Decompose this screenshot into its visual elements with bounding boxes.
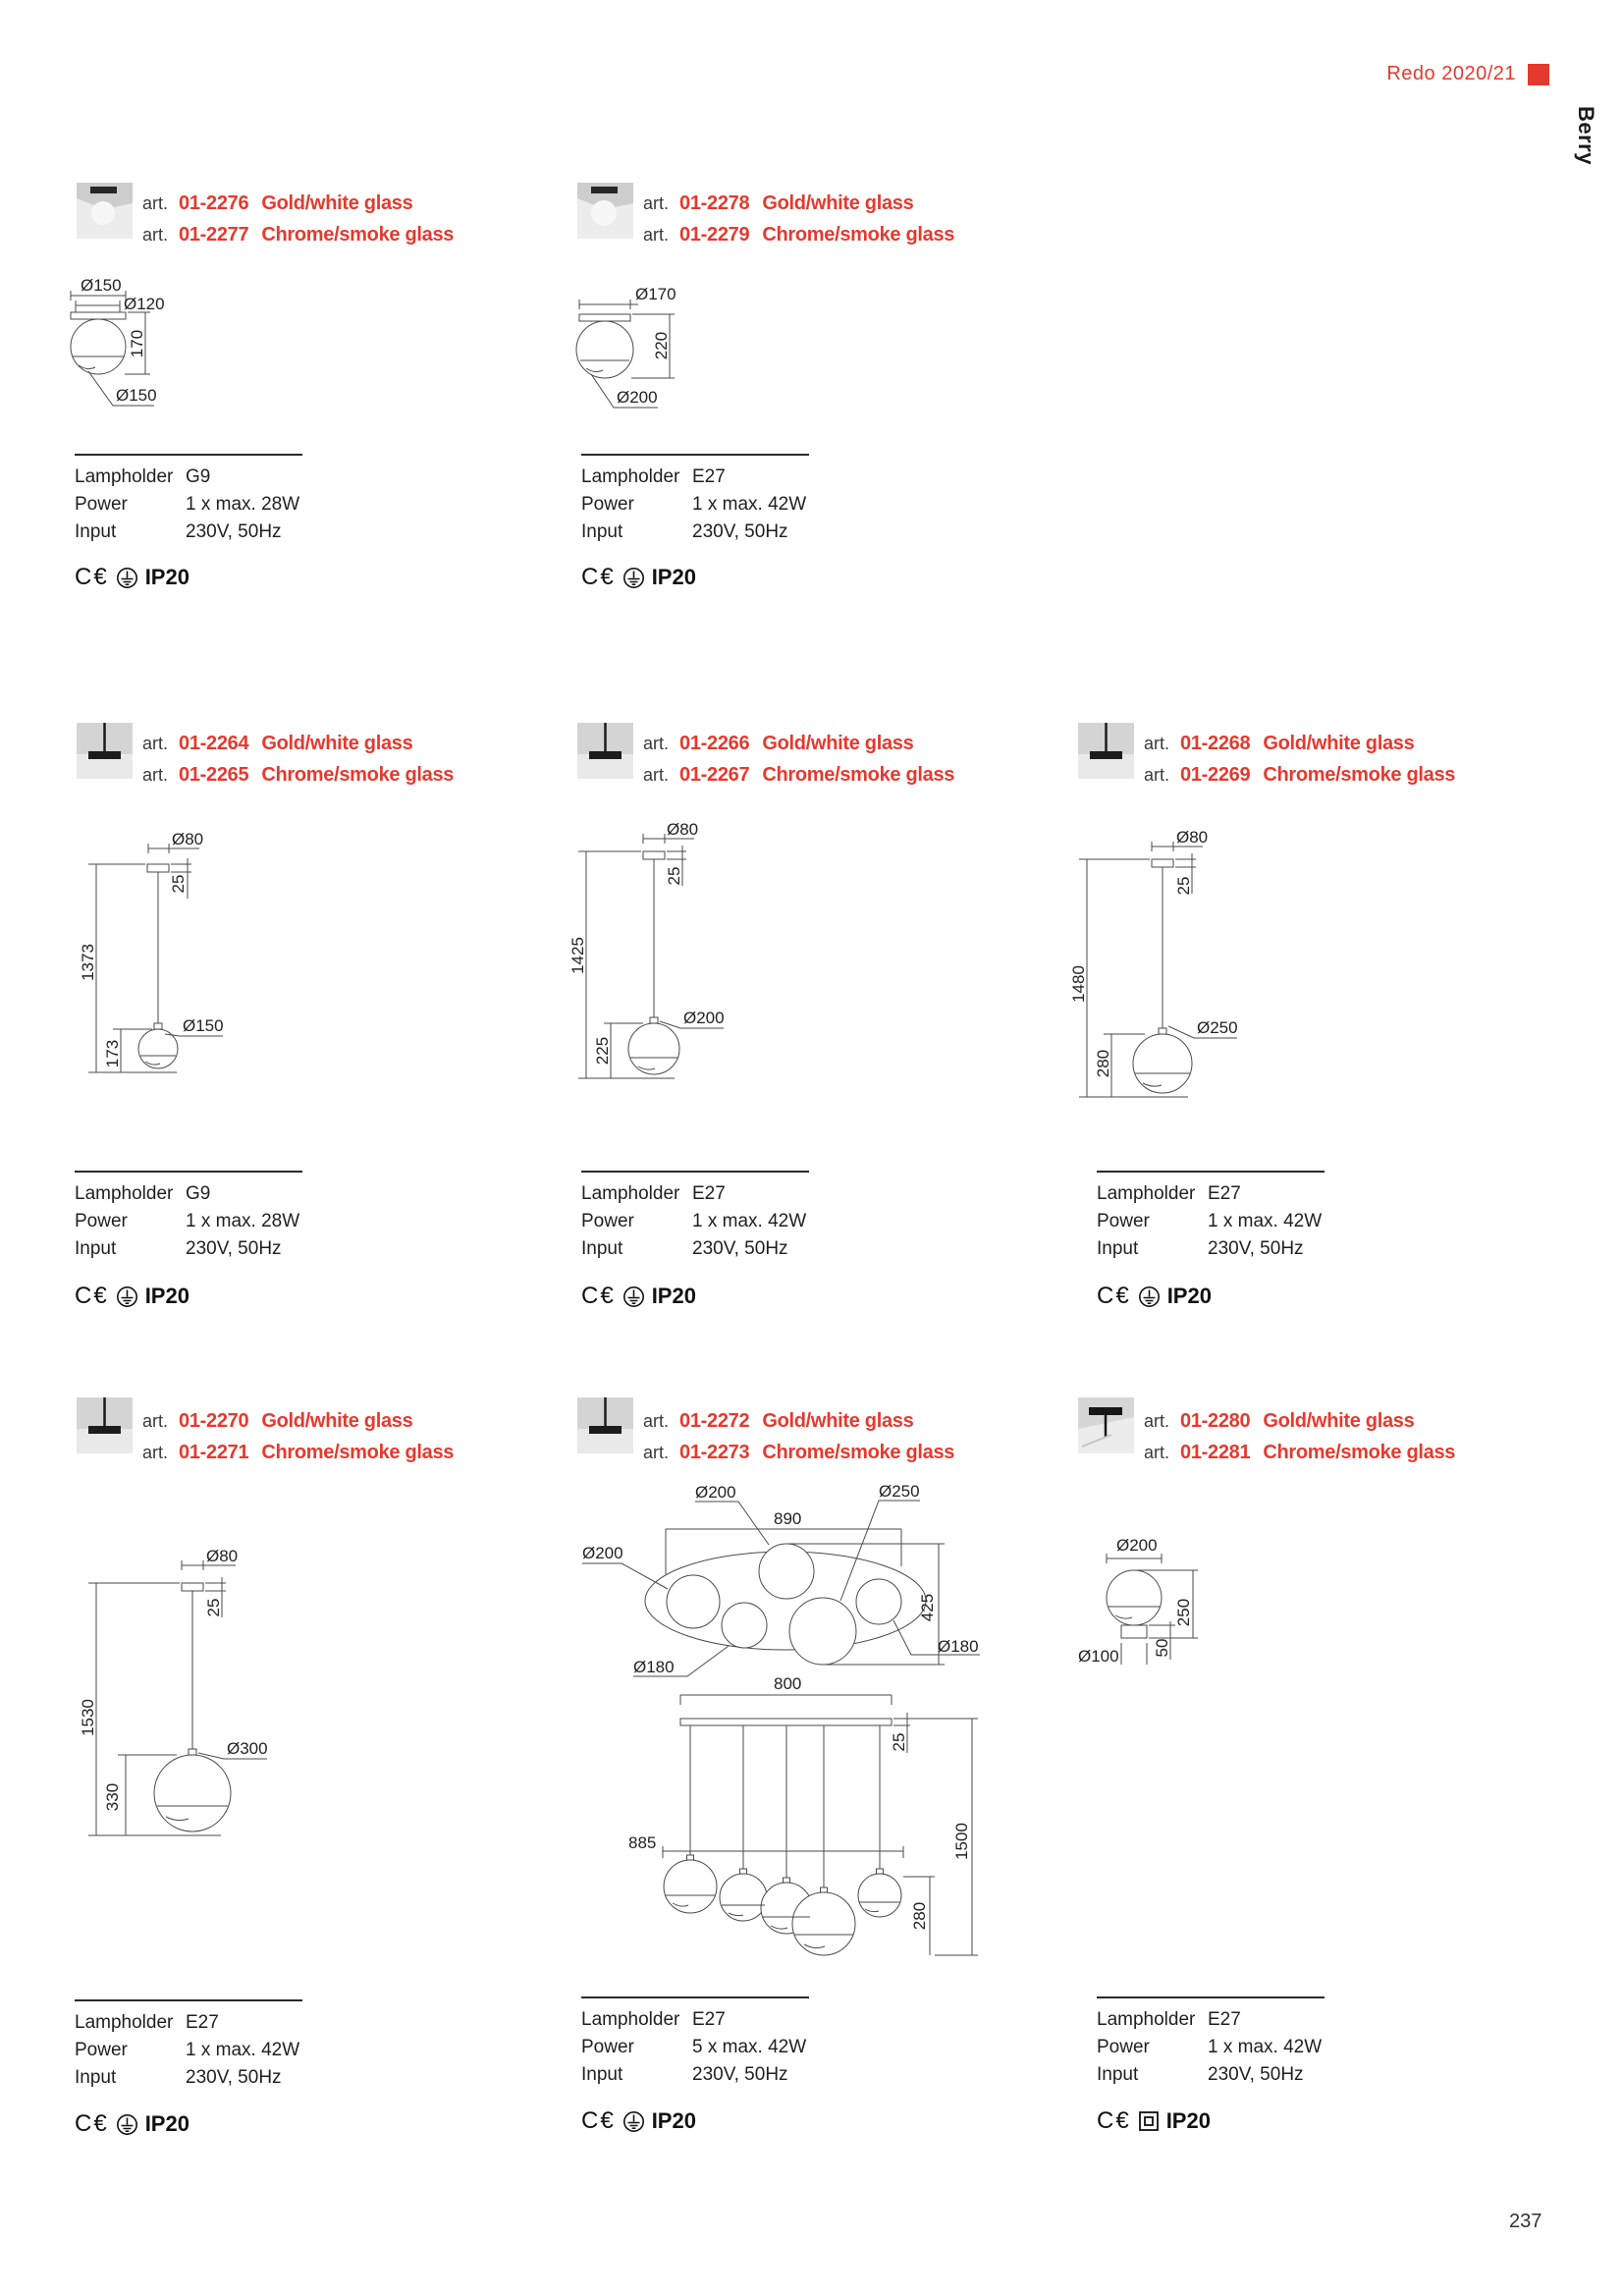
dim-label: 25 xyxy=(665,866,683,886)
article-line xyxy=(1144,729,1455,760)
spec-row: Lampholder G9 xyxy=(75,466,211,487)
spec-table xyxy=(1097,1996,1325,2089)
dim-label: Ø180 xyxy=(938,1637,979,1656)
spec-row: Lampholder E27 xyxy=(581,2009,726,2030)
dim-label: 50 xyxy=(1153,1638,1171,1658)
brand-title: Redo 2020/21 xyxy=(1386,63,1516,84)
spec-table xyxy=(581,1996,809,2089)
spec-row: Input 230V, 50Hz xyxy=(581,1238,788,1259)
page-number: 237 xyxy=(1509,2211,1542,2232)
article-line xyxy=(1144,1406,1455,1438)
article-code: 01-2280 xyxy=(1180,1410,1251,1432)
article-code: 01-2267 xyxy=(679,764,750,786)
article-line xyxy=(142,729,454,760)
ip-rating: IP20 xyxy=(1166,1284,1212,1308)
spec-row: Input 230V, 50Hz xyxy=(581,2064,788,2085)
article-code: 01-2279 xyxy=(679,224,750,246)
dim-label: Ø200 xyxy=(683,1009,725,1027)
article-code: 01-2276 xyxy=(179,192,249,214)
art-label: art. xyxy=(142,225,169,245)
earth-icon xyxy=(116,567,138,589)
product-thumbnail-pendant xyxy=(577,1397,633,1453)
technical-drawing-table-lamp xyxy=(1060,1517,1306,1699)
article-numbers xyxy=(643,729,954,792)
product-thumbnail-ceiling xyxy=(577,183,633,239)
dim-label: Ø120 xyxy=(124,295,165,313)
ce-mark: C€ xyxy=(75,564,109,590)
earth-icon xyxy=(116,1285,138,1308)
art-label: art. xyxy=(1144,1411,1170,1431)
article-line xyxy=(643,729,954,760)
article-numbers xyxy=(142,189,454,251)
spec-row: Power 1 x max. 42W xyxy=(581,494,807,515)
spec-row: Lampholder E27 xyxy=(1097,1183,1241,1204)
spec-table xyxy=(75,1999,302,2092)
certification-row xyxy=(581,1283,696,1310)
spec-row: Input 230V, 50Hz xyxy=(75,1238,282,1259)
spec-row: Input 230V, 50Hz xyxy=(1097,2064,1304,2085)
article-finish: Gold/white glass xyxy=(1263,1410,1415,1432)
ce-mark: C€ xyxy=(581,564,616,590)
ip-rating: IP20 xyxy=(144,2111,189,2136)
ce-mark: C€ xyxy=(75,1283,109,1309)
article-line xyxy=(1144,1438,1455,1469)
spec-row: Lampholder E27 xyxy=(1097,2009,1241,2030)
technical-drawing-pendant-250 xyxy=(1060,815,1267,1120)
page-header xyxy=(1386,63,1549,85)
article-finish: Chrome/smoke glass xyxy=(762,764,955,786)
dim-label: 1373 xyxy=(79,944,97,981)
article-code: 01-2271 xyxy=(179,1442,249,1463)
article-finish: Gold/white glass xyxy=(762,733,914,754)
certification-row xyxy=(75,1283,189,1310)
dim-label: Ø150 xyxy=(183,1016,224,1035)
article-numbers xyxy=(142,729,454,792)
dim-label: 25 xyxy=(1174,876,1193,896)
article-code: 01-2265 xyxy=(179,764,249,786)
article-finish: Chrome/smoke glass xyxy=(261,224,455,246)
article-numbers xyxy=(643,189,954,251)
article-line xyxy=(142,760,454,792)
dim-label: 330 xyxy=(103,1782,122,1812)
dim-label: Ø300 xyxy=(227,1739,268,1758)
spec-table xyxy=(1097,1171,1325,1263)
dim-label: Ø250 xyxy=(879,1482,920,1501)
dim-label: 25 xyxy=(204,1598,223,1617)
article-code: 01-2270 xyxy=(179,1410,249,1432)
article-code: 01-2269 xyxy=(1180,764,1251,786)
dim-label: Ø250 xyxy=(1197,1018,1238,1037)
art-label: art. xyxy=(643,1411,670,1431)
spec-table xyxy=(581,454,809,546)
dim-label: 890 xyxy=(774,1509,802,1528)
spec-row: Power 1 x max. 42W xyxy=(581,1211,807,1231)
art-label: art. xyxy=(1144,1443,1170,1462)
technical-drawing-pendant-150 xyxy=(59,815,255,1090)
dim-label: Ø200 xyxy=(1116,1536,1158,1555)
dim-label: Ø80 xyxy=(172,830,204,848)
ce-mark: C€ xyxy=(75,2110,109,2137)
art-label: art. xyxy=(643,225,670,245)
dim-label: 280 xyxy=(910,1901,929,1931)
article-finish: Gold/white glass xyxy=(762,1410,914,1432)
art-label: art. xyxy=(142,1443,169,1462)
article-numbers xyxy=(1144,729,1455,792)
collection-title: Berry xyxy=(1574,106,1598,165)
article-finish: Chrome/smoke glass xyxy=(762,1442,955,1463)
spec-row: Power 1 x max. 42W xyxy=(1097,1211,1323,1231)
dim-label: 280 xyxy=(1094,1049,1112,1078)
article-finish: Gold/white glass xyxy=(261,1410,413,1432)
spec-row: Lampholder E27 xyxy=(75,2012,219,2033)
article-code: 01-2272 xyxy=(679,1410,750,1432)
article-line xyxy=(643,220,954,251)
earth-icon xyxy=(622,1285,645,1308)
article-code: 01-2278 xyxy=(679,192,750,214)
ip-rating: IP20 xyxy=(1165,2108,1211,2133)
article-code: 01-2273 xyxy=(679,1442,750,1463)
technical-drawing-ceiling-200 xyxy=(565,263,761,425)
spec-row: Power 5 x max. 42W xyxy=(581,2037,807,2057)
dim-label: 25 xyxy=(169,874,188,894)
product-thumbnail-table-lamp xyxy=(1078,1397,1134,1453)
class2-insulation-icon xyxy=(1138,2110,1160,2132)
spec-row: Power 1 x max. 42W xyxy=(75,2040,300,2060)
article-finish: Chrome/smoke glass xyxy=(1263,1442,1456,1463)
dim-label: 1500 xyxy=(952,1823,971,1860)
ce-mark: C€ xyxy=(1097,1283,1131,1309)
dim-label: 173 xyxy=(103,1039,122,1068)
technical-drawing-ceiling-150 xyxy=(59,263,245,420)
spec-table xyxy=(581,1171,809,1263)
ip-rating: IP20 xyxy=(144,565,189,589)
article-numbers xyxy=(1144,1406,1455,1469)
dim-label: Ø170 xyxy=(635,285,676,303)
spec-row: Input 230V, 50Hz xyxy=(1097,1238,1304,1259)
article-line xyxy=(142,1406,454,1438)
dim-label: Ø80 xyxy=(667,820,699,839)
dim-label: Ø150 xyxy=(81,276,122,295)
ip-rating: IP20 xyxy=(651,565,696,589)
dim-label: 425 xyxy=(918,1593,937,1622)
dim-label: Ø150 xyxy=(116,386,157,405)
spec-row: Power 1 x max. 28W xyxy=(75,1211,300,1231)
article-code: 01-2281 xyxy=(1180,1442,1251,1463)
article-line xyxy=(1144,760,1455,792)
technical-drawing-pendant-300 xyxy=(59,1517,285,1856)
art-label: art. xyxy=(142,765,169,785)
spec-row: Lampholder E27 xyxy=(581,466,726,487)
article-finish: Gold/white glass xyxy=(1263,733,1415,754)
dim-label: 25 xyxy=(890,1732,908,1752)
ip-rating: IP20 xyxy=(144,1284,189,1308)
article-finish: Chrome/smoke glass xyxy=(261,764,455,786)
art-label: art. xyxy=(1144,734,1170,753)
dim-label: Ø200 xyxy=(695,1483,736,1502)
spec-row: Input 230V, 50Hz xyxy=(75,2067,282,2088)
dim-label: Ø100 xyxy=(1078,1647,1119,1666)
ip-rating: IP20 xyxy=(651,1284,696,1308)
dim-label: 885 xyxy=(628,1833,657,1852)
spec-row: Power 1 x max. 28W xyxy=(75,494,300,515)
dim-label: Ø80 xyxy=(206,1547,239,1565)
spec-row: Lampholder E27 xyxy=(581,1183,726,1204)
certification-row xyxy=(581,564,696,591)
spec-row: Input 230V, 50Hz xyxy=(75,521,282,542)
art-label: art. xyxy=(1144,765,1170,785)
ce-mark: C€ xyxy=(581,1283,616,1309)
dim-label: 1530 xyxy=(79,1699,97,1736)
article-code: 01-2264 xyxy=(179,733,249,754)
certification-row xyxy=(75,564,189,591)
art-label: art. xyxy=(643,193,670,213)
technical-drawing-pendant-5-light xyxy=(560,1473,1001,1964)
spec-row: Input 230V, 50Hz xyxy=(581,521,788,542)
spec-row: Lampholder G9 xyxy=(75,1183,211,1204)
spec-table xyxy=(75,454,302,546)
article-numbers xyxy=(142,1406,454,1469)
article-code: 01-2277 xyxy=(179,224,249,246)
dim-label: 220 xyxy=(652,331,671,360)
certification-row xyxy=(1097,2107,1211,2135)
article-line xyxy=(142,1438,454,1469)
art-label: art. xyxy=(142,193,169,213)
article-code: 01-2266 xyxy=(679,733,750,754)
article-finish: Chrome/smoke glass xyxy=(1263,764,1456,786)
article-line xyxy=(643,1406,954,1438)
dim-label: Ø200 xyxy=(582,1544,623,1562)
dim-label: 800 xyxy=(774,1674,802,1693)
art-label: art. xyxy=(643,734,670,753)
art-label: art. xyxy=(643,1443,670,1462)
earth-icon xyxy=(1138,1285,1161,1308)
product-thumbnail-pendant xyxy=(1078,723,1134,779)
ce-mark: C€ xyxy=(1097,2107,1131,2134)
spec-table xyxy=(75,1171,302,1263)
product-thumbnail-pendant xyxy=(77,723,133,779)
ip-rating: IP20 xyxy=(651,2108,696,2133)
dim-label: Ø180 xyxy=(633,1658,675,1676)
article-code: 01-2268 xyxy=(1180,733,1251,754)
brand-accent-square xyxy=(1528,64,1549,85)
art-label: art. xyxy=(643,765,670,785)
article-finish: Gold/white glass xyxy=(762,192,914,214)
certification-row xyxy=(75,2110,189,2138)
certification-row xyxy=(581,2107,696,2135)
article-finish: Chrome/smoke glass xyxy=(261,1442,455,1463)
article-line xyxy=(643,189,954,220)
art-label: art. xyxy=(142,1411,169,1431)
article-line xyxy=(142,189,454,220)
dim-label: 250 xyxy=(1174,1598,1193,1627)
spec-row: Power 1 x max. 42W xyxy=(1097,2037,1323,2057)
article-line xyxy=(643,760,954,792)
dim-label: Ø200 xyxy=(617,388,658,407)
earth-icon xyxy=(116,2113,138,2136)
dim-label: 170 xyxy=(128,329,146,358)
earth-icon xyxy=(622,2110,645,2133)
dim-label: 1480 xyxy=(1069,965,1088,1003)
article-line xyxy=(142,220,454,251)
ce-mark: C€ xyxy=(581,2107,616,2134)
art-label: art. xyxy=(142,734,169,753)
earth-icon xyxy=(622,567,645,589)
certification-row xyxy=(1097,1283,1212,1310)
product-thumbnail-pendant xyxy=(77,1397,133,1453)
dim-label: Ø80 xyxy=(1176,828,1209,847)
article-finish: Chrome/smoke glass xyxy=(762,224,955,246)
dim-label: 1425 xyxy=(568,937,587,974)
article-finish: Gold/white glass xyxy=(261,733,413,754)
dim-label: 225 xyxy=(593,1036,612,1066)
product-thumbnail-ceiling xyxy=(77,183,133,239)
product-thumbnail-pendant xyxy=(577,723,633,779)
technical-drawing-pendant-200 xyxy=(565,815,761,1100)
article-line xyxy=(643,1438,954,1469)
article-finish: Gold/white glass xyxy=(261,192,413,214)
article-numbers xyxy=(643,1406,954,1469)
